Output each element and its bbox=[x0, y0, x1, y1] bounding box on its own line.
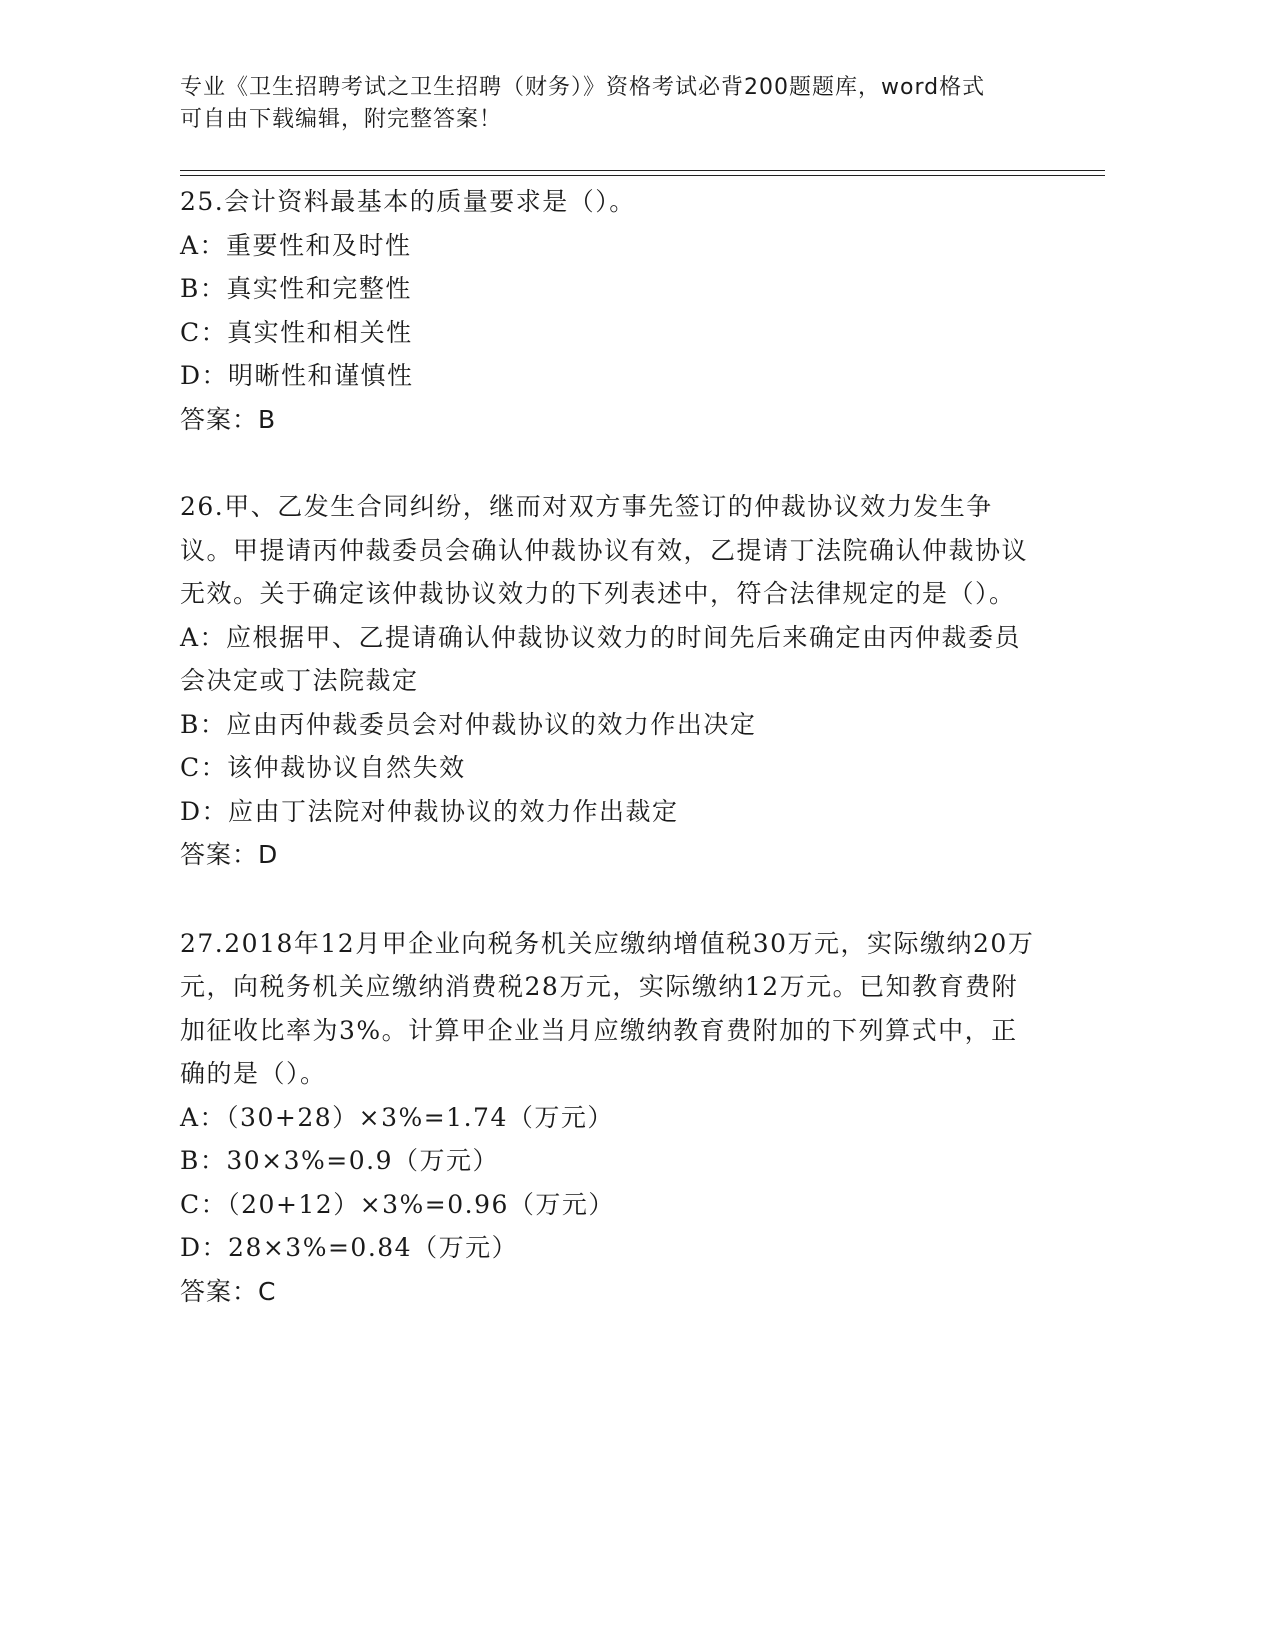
option-c: C：真实性和相关性 bbox=[180, 317, 413, 347]
header-divider-top bbox=[180, 170, 1105, 171]
question-27 bbox=[180, 922, 1040, 1314]
question-spacer bbox=[180, 877, 1040, 922]
answer-line: 答案：D bbox=[180, 840, 279, 869]
question-26 bbox=[180, 485, 1040, 877]
option-d: D：明晰性和谨慎性 bbox=[180, 361, 414, 390]
answer-line: 答案：B bbox=[180, 404, 277, 434]
question-text: 26.甲、乙发生合同纠纷，继而对双方事先签订的仲裁协议效力发生争议。甲提请丙仲裁委员会确认仲裁协议有效，乙提请丁法院确认仲裁协议无效。关于确定该仲裁协议效力的下列表述中，符合法律规定的是（）。 bbox=[180, 492, 1029, 608]
option-a: A：应根据甲、乙提请确认仲裁协议效力的时间先后来确定由丙仲裁委员会决定或丁法院裁定 bbox=[180, 622, 1022, 695]
answer-line: 答案：C bbox=[180, 1276, 277, 1306]
option-d: D：28×3%=0.84（万元） bbox=[180, 1233, 519, 1262]
question-spacer bbox=[180, 441, 1040, 485]
option-d: D：应由丁法院对仲裁协议的效力作出裁定 bbox=[180, 796, 679, 826]
option-a: A：（30+28）×3%=1.74（万元） bbox=[180, 1102, 614, 1132]
header-line-2: 可自由下载编辑，附完整答案！ bbox=[180, 107, 503, 132]
option-c: C：（20+12）×3%=0.96（万元） bbox=[180, 1189, 615, 1219]
header-line-1: 专业《卫生招聘考试之卫生招聘（财务）》资格考试必背200题题库，word格式 bbox=[180, 75, 986, 100]
option-b: B：真实性和完整性 bbox=[180, 274, 412, 303]
option-b: B：应由丙仲裁委员会对仲裁协议的效力作出决定 bbox=[180, 709, 757, 739]
option-a: A：重要性和及时性 bbox=[180, 230, 412, 260]
header-divider-bottom bbox=[180, 175, 1105, 176]
question-text: 25.会计资料最基本的质量要求是（）。 bbox=[180, 187, 636, 216]
question-25 bbox=[180, 180, 1040, 441]
document-header bbox=[180, 72, 1040, 136]
question-text: 27.2018年12月甲企业向税务机关应缴纳增值税30万元，实际缴纳20万元，向税务机关应缴纳消费税28万元，实际缴纳12万元。已知教育费附加征收比率为3%。计算甲企业当月应缴纳教育费附加的下列算式中，正确的是（）。 bbox=[180, 928, 1035, 1088]
question-list bbox=[180, 180, 1040, 1313]
option-c: C：该仲裁协议自然失效 bbox=[180, 753, 466, 782]
option-b: B：30×3%=0.9（万元） bbox=[180, 1146, 499, 1175]
